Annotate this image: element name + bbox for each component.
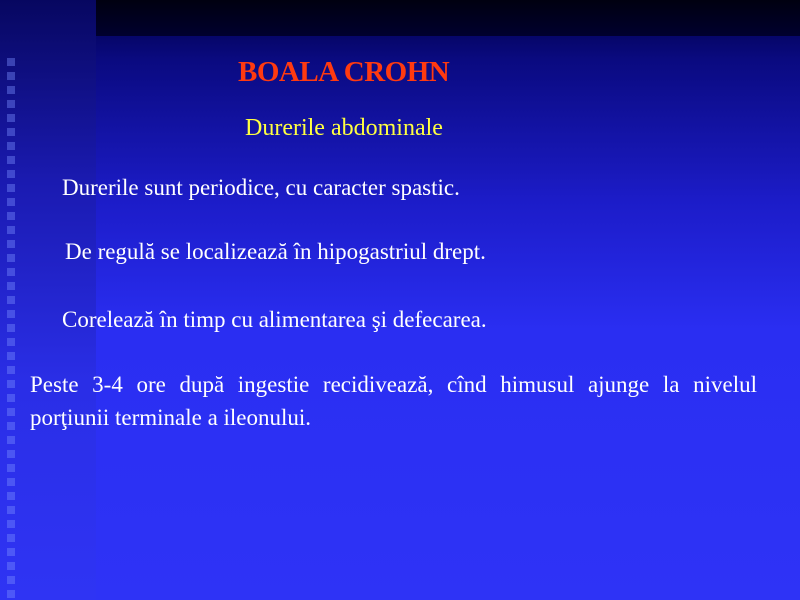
top-dark-band: [96, 0, 800, 36]
decorative-squares-column: [7, 58, 19, 600]
text-paragraph: Peste 3-4 ore după ingestie recidivează, cînd himusul ajunge la nivelul porţiunii terminale a ileonului.: [30, 372, 757, 430]
slide-subtitle: Durerile abdominale: [245, 115, 443, 141]
text-line-1: Durerile sunt periodice, cu caracter spastic.: [62, 175, 460, 200]
left-decorative-strip: [0, 0, 96, 600]
slide-title: BOALA CROHN: [238, 56, 450, 88]
text-line-2: De regulă se localizează în hipogastriul drept.: [65, 239, 486, 264]
text-line-3: Corelează în timp cu alimentarea şi defecarea.: [62, 307, 487, 332]
